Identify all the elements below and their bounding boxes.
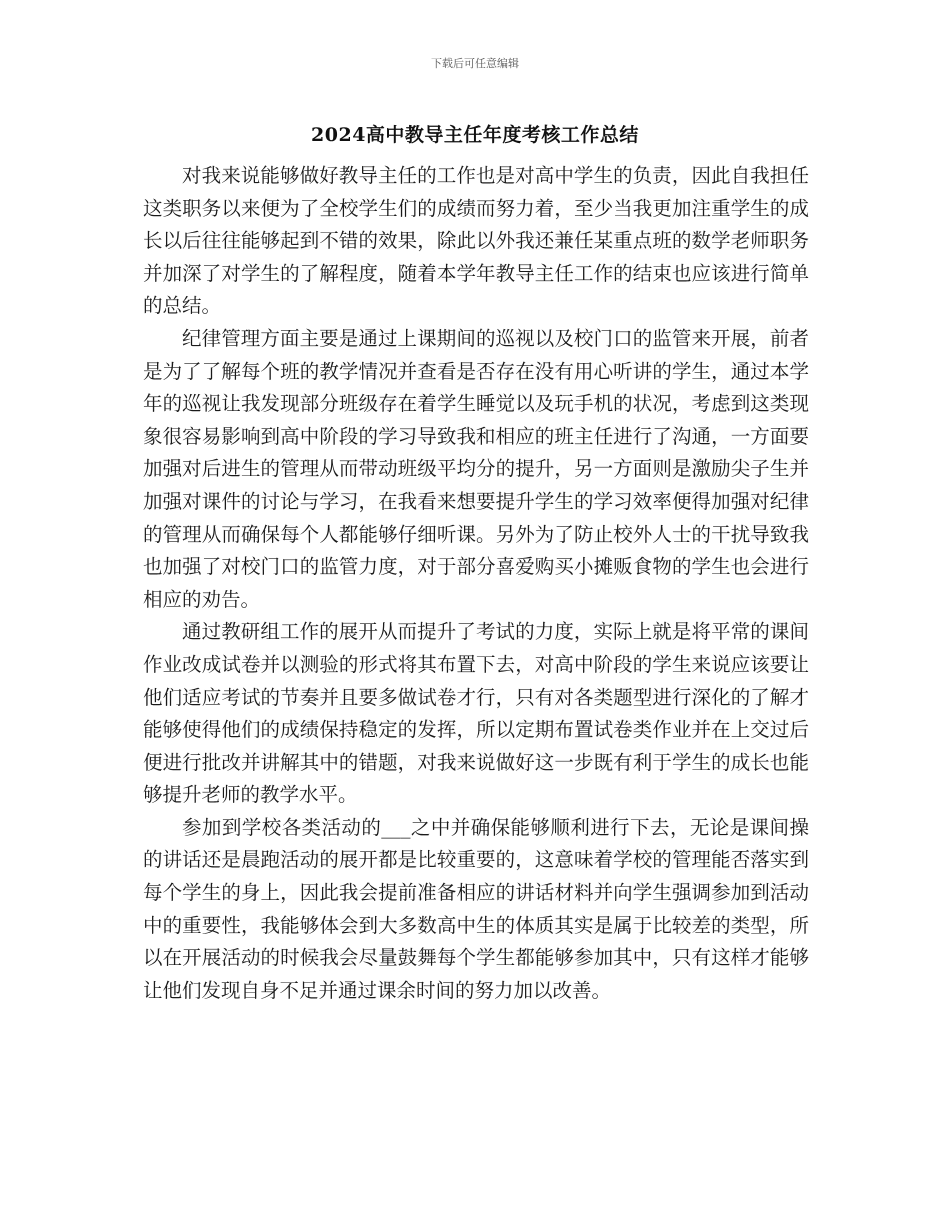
header-note: 下载后可任意编辑 <box>431 57 519 70</box>
paragraph-4: 参加到学校各类活动的___之中并确保能够顺利进行下去，无论是课间操的讲话还是晨跑活动的展开都是比较重要的，这意味着学校的管理能否落实到每个学生的身上，因此我会提前准备相应的讲话材料并向学生强调参加到活动中的重要性，我能够体会到大多数高中生的体质其实是属于比较差的类型，所以在开展活动的时候我会尽量鼓舞每个学生都能够参加其中，只有这样才能够让他们发现自身不足并通过课余时间的努力加以改善。 <box>143 815 809 1002</box>
paragraph-1: 对我来说能够做好教导主任的工作也是对高中学生的负责，因此自我担任这类职务以来便为了全校学生们的成绩而努力着，至少当我更加注重学生的成长以后往往能够起到不错的效果，除此以外我还兼任某重点班的数学老师职务并加深了对学生的了解程度，随着本学年教导主任工作的结束也应该进行简单的总结。 <box>143 164 809 318</box>
document-body <box>143 160 809 1007</box>
document-title: 2024高中教导主任年度考核工作总结 <box>311 124 639 146</box>
paragraph-2: 纪律管理方面主要是通过上课期间的巡视以及校门口的监管来开展，前者是为了了解每个班的教学情况并查看是否存在没有用心听讲的学生，通过本学年的巡视让我发现部分班级存在着学生睡觉以及玩手机的状况，考虑到这类现象很容易影响到高中阶段的学习导致我和相应的班主任进行了沟通，一方面要加强对后进生的管理从而带动班级平均分的提升，另一方面则是激励尖子生并加强对课件的讨论与学习，在我看来想要提升学生的学习效率便得加强对纪律的管理从而确保每个人都能够仔细听课。另外为了防止校外人士的干扰导致我也加强了对校门口的监管力度，对于部分喜爱购买小摊贩食物的学生也会进行相应的劝告。 <box>143 326 809 611</box>
paragraph-3: 通过教研组工作的展开从而提升了考试的力度，实际上就是将平常的课间作业改成试卷并以测验的形式将其布置下去，对高中阶段的学生来说应该要让他们适应考试的节奏并且要多做试卷才行，只有对各类题型进行深化的了解才能够使得他们的成绩保持稳定的发挥，所以定期布置试卷类作业并在上交过后便进行批改并讲解其中的错题，对我来说做好这一步既有利于学生的成长也能够提升老师的教学水平。 <box>143 620 809 807</box>
